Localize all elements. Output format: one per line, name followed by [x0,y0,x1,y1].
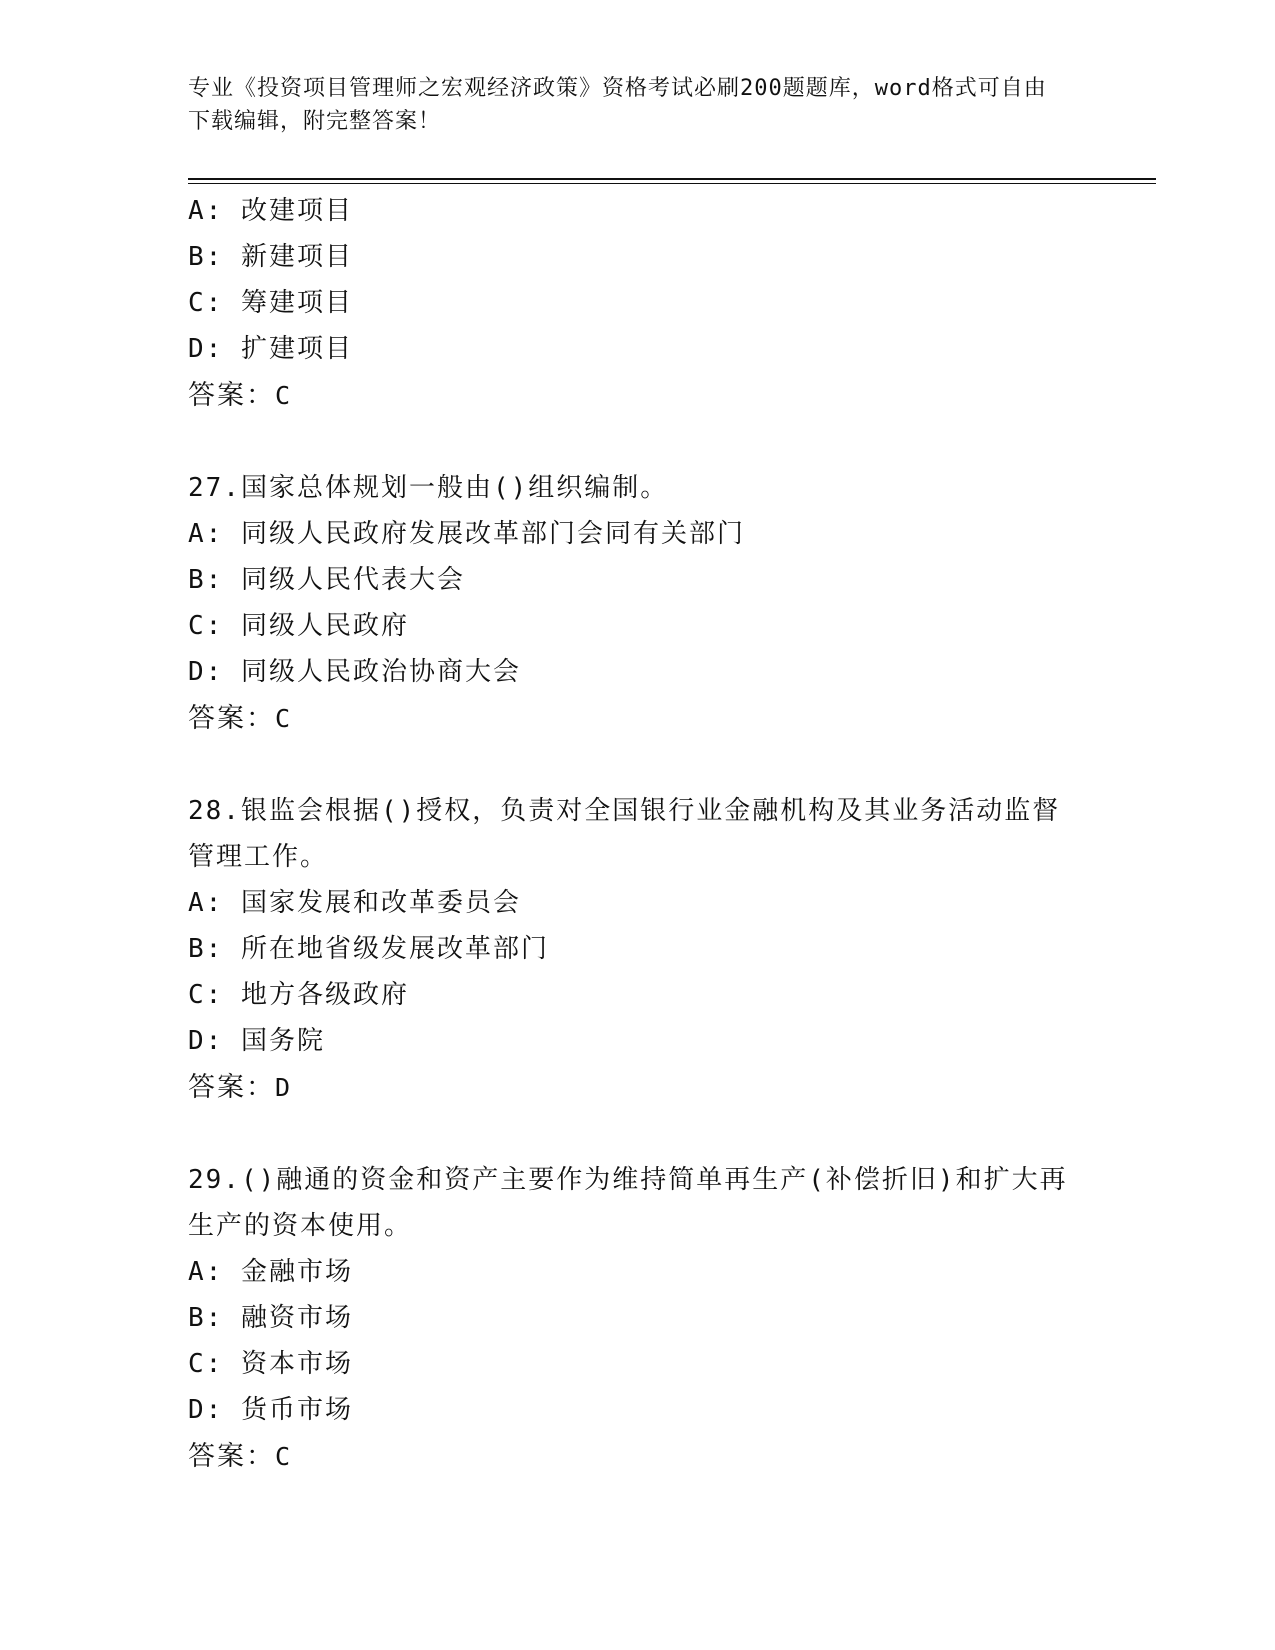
answer-line: 答案：D [188,1072,293,1102]
option-d: D: 国务院 [188,1026,325,1056]
header-divider [188,178,1156,180]
option-a: A: 同级人民政府发展改革部门会同有关部门 [188,519,745,549]
option-b: B: 同级人民代表大会 [188,565,465,595]
option-c: C: 资本市场 [188,1349,353,1379]
question-stem: 29.()融通的资金和资产主要作为维持简单再生产(补偿折旧)和扩大再生产的资本使用。 [188,1165,1068,1241]
option-d: D: 扩建项目 [188,334,353,364]
option-b: B: 新建项目 [188,242,353,272]
question-stem: 27.国家总体规划一般由()组织编制。 [188,473,669,503]
option-c: C: 筹建项目 [188,288,353,318]
option-b: B: 所在地省级发展改革部门 [188,934,549,964]
option-d: D: 货币市场 [188,1395,353,1425]
option-b: B: 融资市场 [188,1303,353,1333]
question-stem: 28.银监会根据()授权，负责对全国银行业金融机构及其业务活动监督管理工作。 [188,796,1061,872]
spacer [188,1111,1088,1157]
option-a: A: 金融市场 [188,1257,353,1287]
header-divider-thin [188,183,1156,184]
document-header [188,72,1068,138]
option-d: D: 同级人民政治协商大会 [188,657,521,687]
question-block-partial [188,188,1088,419]
answer-line: 答案：C [188,380,293,410]
question-block-28 [188,788,1088,1111]
option-c: C: 同级人民政府 [188,611,409,641]
answer-line: 答案：C [188,703,293,733]
answer-line: 答案：C [188,1441,293,1471]
option-a: A: 国家发展和改革委员会 [188,888,521,918]
option-c: C: 地方各级政府 [188,980,409,1010]
question-list [188,188,1088,1480]
spacer [188,419,1088,465]
spacer [188,742,1088,788]
option-a: A: 改建项目 [188,196,353,226]
document-title: 专业《投资项目管理师之宏观经济政策》资格考试必刷200题题库，word格式可自由下载编辑，附完整答案！ [188,76,1047,134]
question-block-27 [188,465,1088,742]
question-block-29 [188,1157,1088,1480]
